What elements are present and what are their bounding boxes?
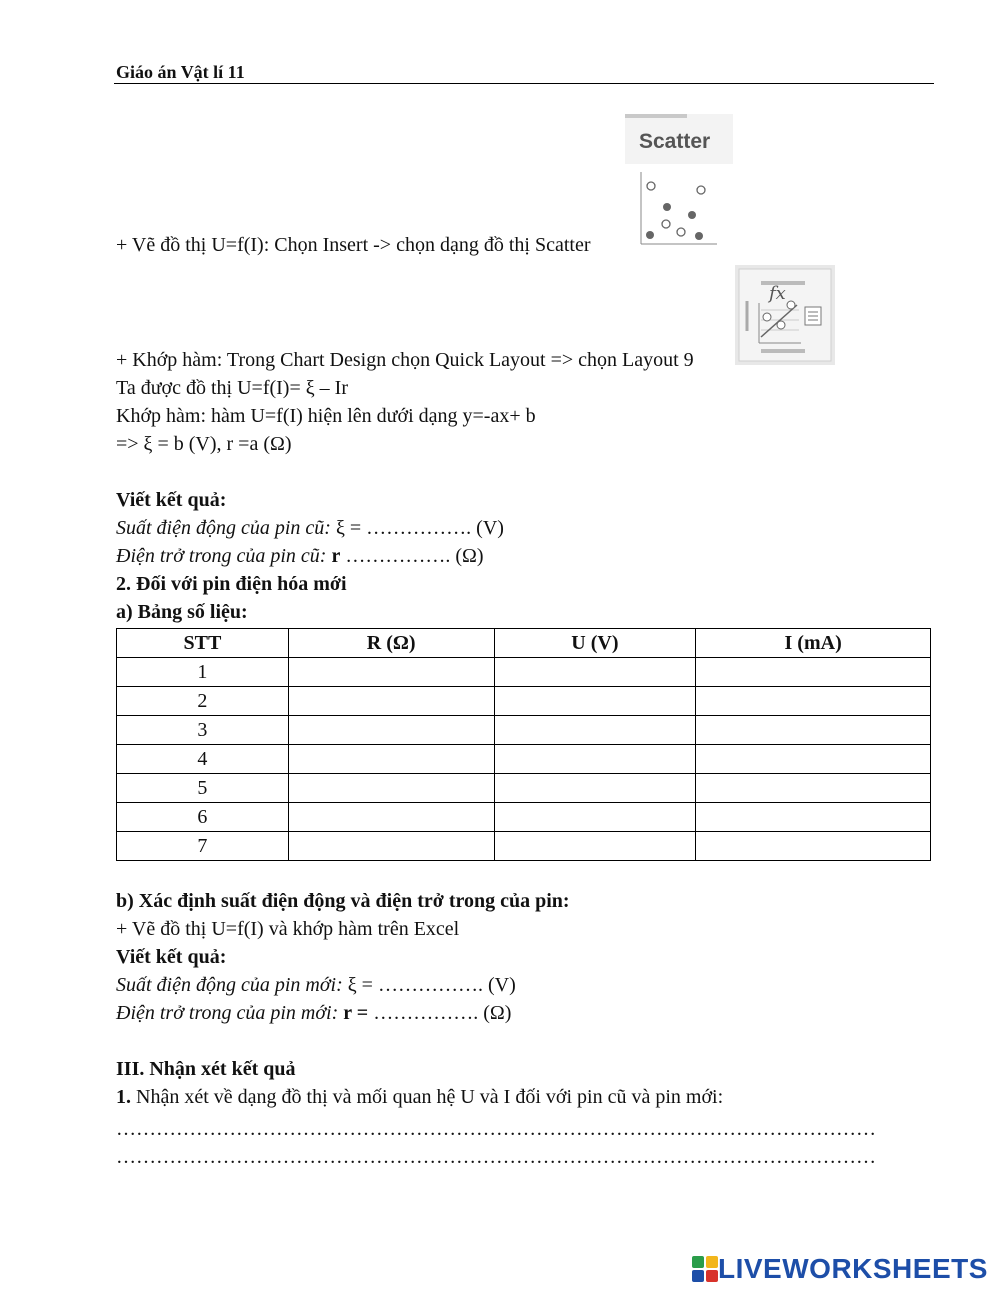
table-cell[interactable] xyxy=(288,687,494,716)
page-header: Giáo án Vật lí 11 xyxy=(116,62,245,82)
old-emf-line xyxy=(116,516,504,540)
column-header: U (V) xyxy=(494,629,696,658)
table-cell[interactable] xyxy=(288,803,494,832)
table-cell[interactable] xyxy=(696,803,931,832)
new-results-heading: Viết kết quả: xyxy=(116,946,227,968)
table-row xyxy=(117,803,931,832)
new-resistance-blank[interactable]: ……………. (Ω) xyxy=(368,1002,512,1024)
new-battery-heading: 2. Đối với pin điện hóa mới xyxy=(116,573,347,595)
fit-function-line: Khớp hàm: hàm U=f(I) hiện lên dưới dạng y=-ax+ b xyxy=(116,405,536,427)
table-row xyxy=(117,716,931,745)
row-number: 7 xyxy=(117,832,289,861)
table-cell[interactable] xyxy=(494,687,696,716)
fit-step: + Khớp hàm: Trong Chart Design chọn Quick Layout => chọn Layout 9 xyxy=(116,349,694,371)
table-cell[interactable] xyxy=(696,774,931,803)
answer-line-1[interactable]: …………………………………………………………………………………………………… xyxy=(116,1118,876,1140)
determine-heading: b) Xác định suất điện động và điện trở trong của pin: xyxy=(116,890,570,912)
table-row xyxy=(117,774,931,803)
layout-fx-label: fx xyxy=(769,283,786,304)
table-cell[interactable] xyxy=(696,687,931,716)
answer-line-2[interactable]: …………………………………………………………………………………………………… xyxy=(116,1146,876,1168)
row-number: 4 xyxy=(117,745,289,774)
row-number: 1 xyxy=(117,658,289,687)
table-cell[interactable] xyxy=(288,774,494,803)
scatter-step: + Vẽ đồ thị U=f(I): Chọn Insert -> chọn dạng đồ thị Scatter xyxy=(116,234,591,256)
old-resistance-blank[interactable]: ……………. (Ω) xyxy=(340,545,484,567)
evaluation-heading: III. Nhận xét kết quả xyxy=(116,1058,296,1080)
table-row xyxy=(117,658,931,687)
table-cell[interactable] xyxy=(494,716,696,745)
data-table xyxy=(116,628,931,861)
new-emf-line xyxy=(116,973,516,997)
row-number: 6 xyxy=(117,803,289,832)
table-row xyxy=(117,687,931,716)
scatter-label: Scatter xyxy=(639,130,711,153)
plot-step: + Vẽ đồ thị U=f(I) và khớp hàm trên Excel xyxy=(116,918,460,940)
table-cell[interactable] xyxy=(494,774,696,803)
column-header: STT xyxy=(117,629,289,658)
question-1 xyxy=(116,1085,723,1109)
result-conclusion: => ξ = b (V), r =a (Ω) xyxy=(116,433,292,455)
new-emf-label: Suất điện động của pin mới: xyxy=(116,974,343,996)
table-cell[interactable] xyxy=(288,658,494,687)
old-resistance-label: Điện trở trong của pin cũ: xyxy=(116,545,327,567)
old-resistance-line xyxy=(116,544,484,568)
row-number: 3 xyxy=(117,716,289,745)
table-cell[interactable] xyxy=(696,658,931,687)
data-table-heading: a) Bảng số liệu: xyxy=(116,601,248,623)
table-cell[interactable] xyxy=(494,803,696,832)
old-resistance-symbol: r xyxy=(326,545,341,567)
new-resistance-line xyxy=(116,1001,511,1025)
graph-equation: Ta được đồ thị U=f(I)= ξ – Ir xyxy=(116,377,348,399)
table-cell[interactable] xyxy=(288,716,494,745)
liveworksheets-logo xyxy=(692,1254,988,1284)
old-results-heading: Viết kết quả: xyxy=(116,489,227,511)
new-resistance-label: Điện trở trong của pin mới: xyxy=(116,1002,339,1024)
old-emf-label: Suất điện động của pin cũ: xyxy=(116,517,331,539)
table-row xyxy=(117,832,931,861)
table-cell[interactable] xyxy=(494,745,696,774)
table-cell[interactable] xyxy=(494,658,696,687)
new-emf-blank[interactable]: ξ = ……………. (V) xyxy=(342,974,516,996)
new-resistance-symbol: r = xyxy=(338,1002,369,1024)
row-number: 5 xyxy=(117,774,289,803)
logo-mark-icon xyxy=(692,1256,718,1282)
column-header: R (Ω) xyxy=(288,629,494,658)
quick-layout-icon xyxy=(735,265,835,365)
table-cell[interactable] xyxy=(288,745,494,774)
table-cell[interactable] xyxy=(696,716,931,745)
table-row xyxy=(117,745,931,774)
column-header: I (mA) xyxy=(696,629,931,658)
table-cell[interactable] xyxy=(696,832,931,861)
question-1-text: Nhận xét về dạng đồ thị và mối quan hệ U và I đối với pin cũ và pin mới: xyxy=(131,1086,724,1108)
table-cell[interactable] xyxy=(696,745,931,774)
table-header-row xyxy=(117,629,931,658)
scatter-chart-icon xyxy=(625,114,733,252)
question-1-number: 1. xyxy=(116,1086,131,1108)
old-emf-blank[interactable]: ξ = ……………. (V) xyxy=(330,517,504,539)
table-cell[interactable] xyxy=(288,832,494,861)
header-divider xyxy=(114,83,934,84)
logo-text: LIVEWORKSHEETS xyxy=(718,1253,988,1284)
table-cell[interactable] xyxy=(494,832,696,861)
row-number: 2 xyxy=(117,687,289,716)
